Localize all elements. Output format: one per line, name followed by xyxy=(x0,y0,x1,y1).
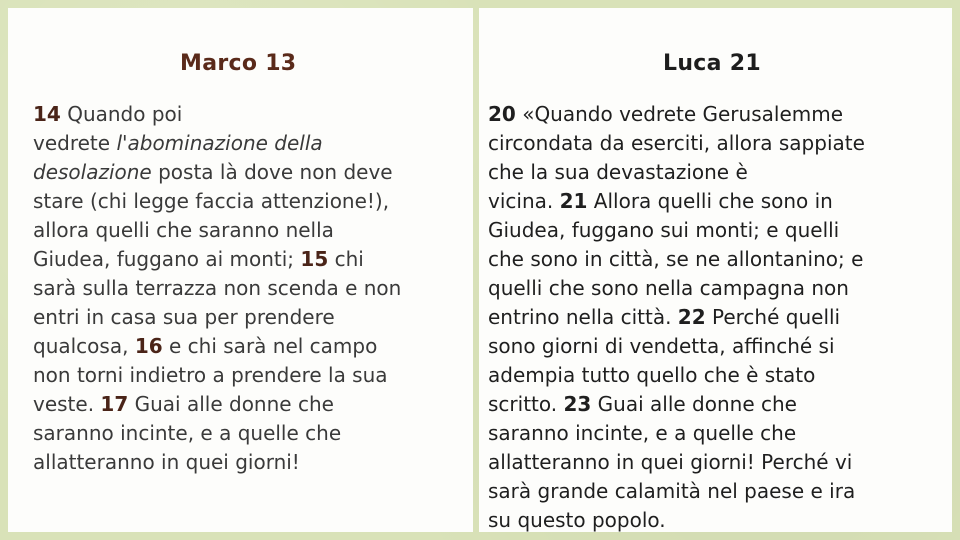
text-run: che sono in città, se ne allontanino; e xyxy=(488,247,864,271)
text-run: «Quando vedrete Gerusalemme xyxy=(515,102,844,126)
text-line xyxy=(488,158,865,187)
text-run: quelli che sono nella campagna non xyxy=(488,276,849,300)
text-run: e chi sarà nel campo xyxy=(162,334,378,358)
right-column-text xyxy=(488,100,865,535)
text-line xyxy=(33,129,401,158)
text-run: su questo popolo. xyxy=(488,508,666,532)
text-run: sono giorni di vendetta, affinché si xyxy=(488,334,835,358)
text-run: entrino nella città. xyxy=(488,305,678,329)
left-column-title: Marco 13 xyxy=(180,51,297,76)
text-run: Allora quelli che sono in xyxy=(587,189,833,213)
text-line xyxy=(488,390,865,419)
verse-number: 22 xyxy=(677,305,706,329)
text-run: Perché quelli xyxy=(705,305,841,329)
text-run: allatteranno in quei giorni! xyxy=(33,450,300,474)
text-line xyxy=(488,187,865,216)
text-line xyxy=(33,303,401,332)
text-line xyxy=(488,100,865,129)
text-line xyxy=(33,390,401,419)
verse-number: 23 xyxy=(563,392,592,416)
text-line xyxy=(33,448,401,477)
text-line xyxy=(488,361,865,390)
verse-number: 21 xyxy=(559,189,588,213)
text-run: Giudea, fuggano ai monti; xyxy=(33,247,301,271)
verse-number: 17 xyxy=(100,392,129,416)
text-run: vicina. xyxy=(488,189,560,213)
text-line xyxy=(33,332,401,361)
right-column-title: Luca 21 xyxy=(663,51,761,76)
text-run: adempia tutto quello che è stato xyxy=(488,363,816,387)
text-run: Giudea, fuggano sui monti; e quelli xyxy=(488,218,840,242)
left-column-text xyxy=(33,100,401,477)
text-run: che la sua devastazione è xyxy=(488,160,748,184)
text-run: stare (chi legge faccia attenzione!), xyxy=(33,189,390,213)
text-run: saranno incinte, e a quelle che xyxy=(488,421,797,445)
verse-number: 15 xyxy=(300,247,329,271)
text-line xyxy=(33,419,401,448)
text-line xyxy=(33,361,401,390)
right-column-panel xyxy=(479,8,952,532)
text-run: entri in casa sua per prendere xyxy=(33,305,335,329)
text-line xyxy=(33,100,401,129)
verse-number: 14 xyxy=(33,102,61,126)
text-run: sarà sulla terrazza non scenda e non xyxy=(33,276,402,300)
text-line xyxy=(488,245,865,274)
text-line xyxy=(488,216,865,245)
text-line xyxy=(488,506,865,535)
text-line xyxy=(488,448,865,477)
text-run: sarà grande calamità nel paese e ira xyxy=(488,479,856,503)
text-run: scritto. xyxy=(488,392,564,416)
text-run: chi xyxy=(328,247,364,271)
text-run: Guai alle donne che xyxy=(591,392,797,416)
text-line xyxy=(488,274,865,303)
text-line xyxy=(33,245,401,274)
left-column-panel xyxy=(8,8,473,532)
text-line xyxy=(488,303,865,332)
text-run: Guai alle donne che xyxy=(128,392,334,416)
text-run: allatteranno in quei giorni! Perché vi xyxy=(488,450,853,474)
text-line xyxy=(488,129,865,158)
italic-text: desolazione xyxy=(33,160,152,184)
text-run: vedrete xyxy=(33,131,117,155)
verse-number: 16 xyxy=(134,334,163,358)
text-run: veste. xyxy=(33,392,101,416)
verse-number: 20 xyxy=(488,102,516,126)
text-run: circondata da eserciti, allora sappiate xyxy=(488,131,865,155)
text-line xyxy=(33,216,401,245)
text-run: non torni indietro a prendere la sua xyxy=(33,363,388,387)
text-line xyxy=(33,158,401,187)
text-line xyxy=(488,477,865,506)
text-run: saranno incinte, e a quelle che xyxy=(33,421,342,445)
text-line xyxy=(488,419,865,448)
text-run: qualcosa, xyxy=(33,334,135,358)
text-line xyxy=(33,187,401,216)
text-run: allora quelli che saranno nella xyxy=(33,218,334,242)
text-line xyxy=(488,332,865,361)
text-run: Quando poi xyxy=(60,102,183,126)
text-run: posta là dove non deve xyxy=(151,160,393,184)
text-line xyxy=(33,274,401,303)
italic-text: l'abominazione della xyxy=(116,131,323,155)
